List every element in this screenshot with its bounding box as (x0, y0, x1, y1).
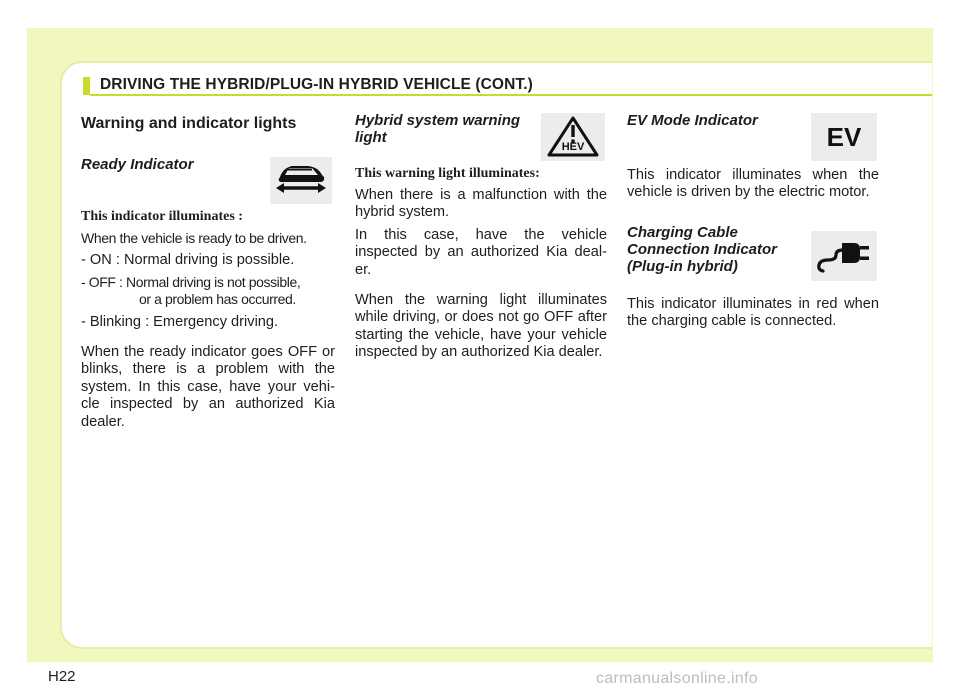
plug-icon (811, 231, 877, 281)
ready-paragraph: When the ready indicator goes OFF or blinks, there is a problem with the system. In this case, have your vehi-cle inspected by an authorized Kia dealer. (81, 344, 335, 430)
ready-off-cont: or a problem has occurred. (139, 291, 296, 308)
ev-icon (811, 113, 877, 161)
ready-on: - ON : Normal driving is possible. (81, 252, 295, 269)
car-arrows-icon (270, 157, 332, 204)
charging-paragraph: This indicator illuminates in red when the charging cable is connected. (627, 295, 879, 330)
hybrid-p2: In this case, have the vehicle inspected by an authorized Kia deal-er. (355, 226, 607, 278)
hev-label: HEV (561, 141, 585, 153)
ready-off: - OFF : Normal driving is not possible, (81, 273, 301, 290)
header-rule (90, 94, 932, 96)
charging-title-1: Charging Cable (627, 223, 738, 241)
hybrid-lead: This warning light illuminates: (355, 166, 540, 181)
charging-title-3: (Plug-in hybrid) (627, 257, 738, 275)
ev-paragraph: This indicator illuminates when the vehicle is driven by the electric motor. (627, 167, 879, 201)
hybrid-warning-title: Hybrid system warning light (355, 112, 521, 146)
page-number: H22 (48, 668, 76, 685)
hybrid-p1: When there is a malfunction with the hybrid system. (355, 187, 607, 221)
header-title: DRIVING THE HYBRID/PLUG-IN HYBRID VEHICLE (CONT.) (100, 76, 533, 93)
hybrid-p3: When the warning light illuminates while driving, or does not go OFF after starting the vehicle, have your vehicle inspected by an authorized Kia dealer. (355, 292, 607, 361)
section-title: Warning and indicator lights (81, 115, 297, 132)
ready-blink: - Blinking : Emergency driving. (81, 313, 279, 330)
ev-label: EV (826, 121, 862, 152)
hev-warning-icon (541, 113, 605, 161)
charging-title-2: Connection Indicator (627, 240, 777, 258)
ready-line1: When the vehicle is ready to be driven. (81, 230, 307, 246)
ready-lead: This indicator illuminates : (81, 209, 243, 224)
ready-indicator-title: Ready Indicator (81, 156, 194, 173)
watermark: carmanualsonline.info (596, 670, 758, 687)
ev-mode-title: EV Mode Indicator (627, 112, 758, 129)
header-accent-bar (83, 77, 90, 95)
